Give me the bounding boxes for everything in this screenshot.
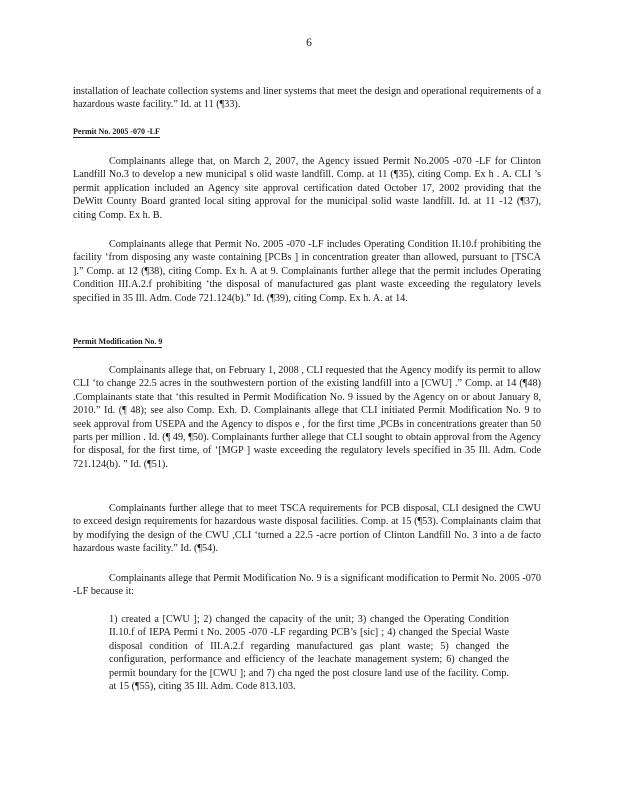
- section-heading-permit: Permit No. 2005 -070 -LF: [73, 127, 160, 136]
- paragraph-modification-1: [73, 364, 541, 471]
- paragraph-permit-1: [73, 155, 541, 222]
- paragraph-modification-3: [73, 572, 541, 599]
- page-number: 6: [306, 37, 312, 49]
- paragraph-modification-3-text: Complainants allege that Permit Modification No. 9 is a significant modification to Permit No. 2005 -070 -LF because it:: [73, 573, 541, 598]
- paragraph-modification-1-text: Complainants allege that, on February 1, 2008 , CLI requested that the Agency modify its permit to allow CLI ‘to change 22.5 acres in the southwestern portion of the existing landfill into a [CWU] .” Comp. at 14 (¶48) .Complainants state that ‘this resulted in Permit Modification No. 9 issued by the Agency on or about January 8, 2010.” Id. (¶ 48); see also Comp. Exh. D. Complainants allege that CLI initiated Permit Modification No. 9 to seek approval from USEPA and the Agency to dispos e , for the first time ,PCBs in concentrations greater than 50 parts per million . Id. (¶ 49, ¶50). Complainants further allege that CLI sought to obtain approval from the Agency for disposal, for the first time, of ‘[MGP ] waste exceeding the regulatory levels specified in 35 Ill. Adm. Code 721.124(b). ” Id. (¶51).: [73, 365, 541, 470]
- paragraph-intro-text: installation of leachate collection systems and liner systems that meet the design and operational requirements of a hazardous waste facility.” Id. at 11 (¶33).: [73, 86, 541, 111]
- block-quote-list-text: 1) created a [CWU ]; 2) changed the capacity of the unit; 3) changed the Operating Condition II.10.f of IEPA Permi t No. 2005 -070 -LF regarding PCB’s [sic] ; 4) changed the Special Waste disposal condition of III.A.2.f regarding manufactured gas plant waste; 5) changed the configuration, performance and efficiency of the leachate management system; 6) changed the permit boundary for the [CWU ]; and 7) cha nged the post closure land use of the facility. Comp. at 15 (¶55), citing 35 Ill. Adm. Code 813.103.: [109, 614, 509, 693]
- paragraph-modification-2-text: Complainants further allege that to meet TSCA requirements for PCB disposal, CLI designed the CWU to exceed design requirements for hazardous waste disposal facilities. Comp. at 15 (¶53). Complainants claim that by modifying the design of the CWU ,CLI ‘turned a 22.5 -acre portion of Clinton Landfill No. 3 into a de facto hazardous waste facility.” Id. (¶54).: [73, 503, 541, 555]
- paragraph-permit-1-text: Complainants allege that, on March 2, 2007, the Agency issued Permit No.2005 -070 -LF for Clinton Landfill No.3 to develop a new municipal s olid waste landfill. Comp. at 11 (¶35), citing Comp. Ex h . A. CLI ’s permit application included an Agency site approval certification dated October 17, 2002 providing that the DeWitt County Board granted local siting approval for the municipal solid waste landfill. Id. at 11 -12 (¶37), citing Comp. Ex h. B.: [73, 156, 541, 221]
- block-quote-list: [109, 613, 509, 693]
- paragraph-intro: [73, 85, 541, 112]
- paragraph-permit-2-text: Complainants allege that Permit No. 2005 -070 -LF includes Operating Condition II.10.f prohibiting the facility ‘from disposing any waste containing [PCBs ] in concentration greater than allowed, pursuant to [TSCA ].” Comp. at 12 (¶38), citing Comp. Ex h. A at 9. Complainants further allege that the permit includes Operating Condition III.A.2.f prohibiting ‘the disposal of manufactured gas plant waste exceeding the regulatory levels specified in 35 Ill. Adm. Code 721.124(b).” Id. (¶39), citing Comp. Ex h. A. at 14.: [73, 239, 541, 304]
- paragraph-permit-2: [73, 238, 541, 305]
- paragraph-modification-2: [73, 502, 541, 556]
- section-heading-modification: Permit Modification No. 9: [73, 337, 163, 346]
